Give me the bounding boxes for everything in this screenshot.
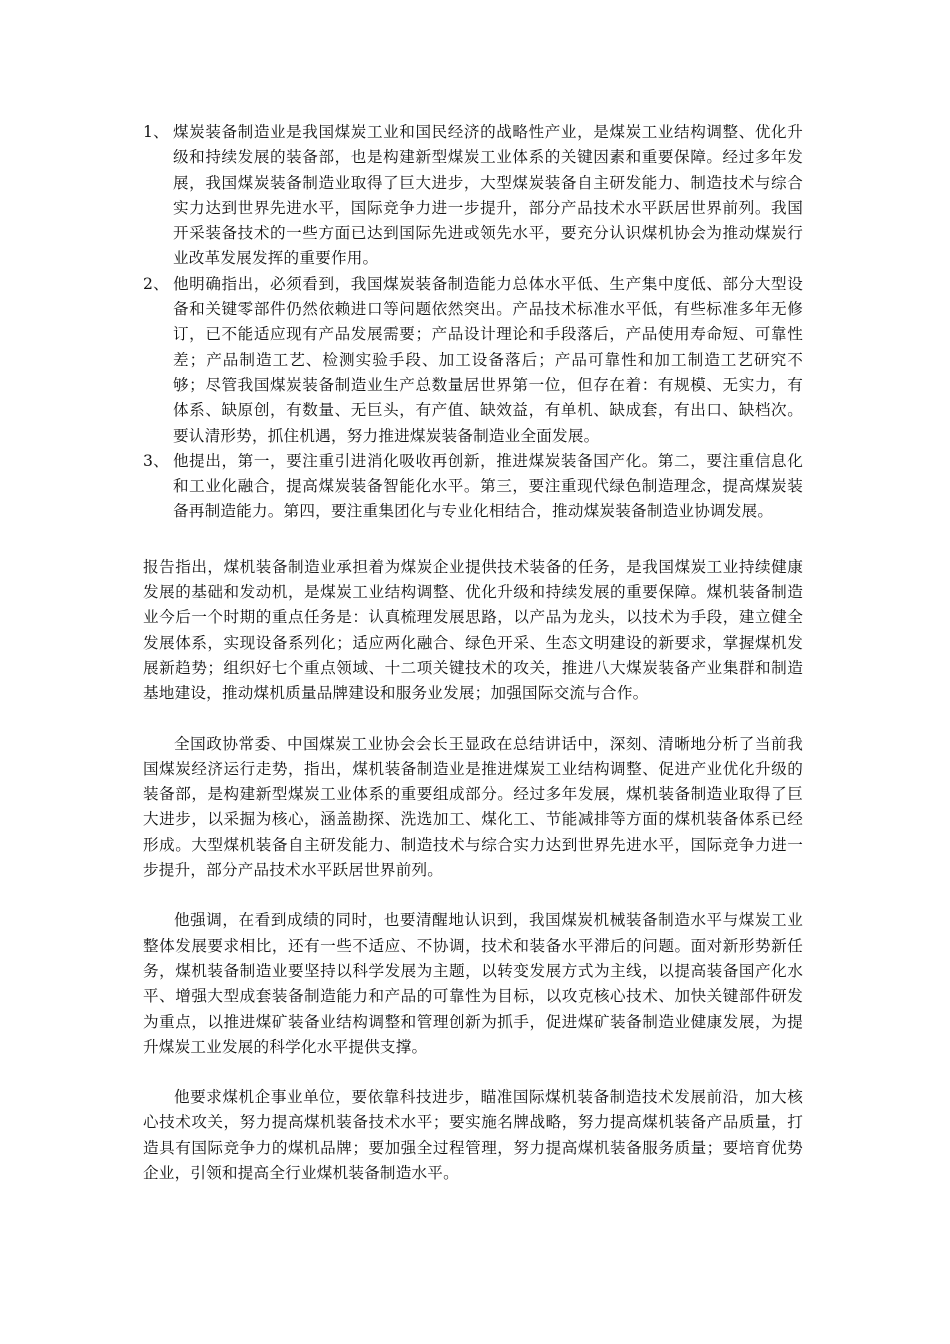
list-item-text: 他明确指出，必须看到，我国煤炭装备制造能力总体水平低、生产集中度低、部分大型设备和关键零部件仍然依赖进口等问题依然突出。产品技术标准水平低，有些标准多年无修订，已不能适应现有产品发展需要；产品设计理论和手段落后，产品使用寿命短、可靠性差；产品制造工艺、检测实验手段、加工设备落后；产品可靠性和加工制造工艺研究不够；尽管我国煤炭装备制造业生产总数量居世界第一位，但存在着：有规模、无实力，有体系、缺原创，有数量、无巨头，有产值、缺效益，有单机、缺成套，有出口、缺档次。要认清形势，抓住机遇，努力推进煤炭装备制造业全面发展。 <box>173 274 803 445</box>
summary-speech-paragraph: 全国政协常委、中国煤炭工业协会会长王显政在总结讲话中，深刻、清晰地分析了当前我国煤炭经济运行走势，指出，煤机装备制造业是推进煤炭工业结构调整、促进产业优化升级的装备部，是构建新型煤炭工业体系的重要组成部分。经过多年发展，煤机装备制造业取得了巨大进步，以采掘为核心，涵盖勘探、洗选加工、煤化工、节能减排等方面的煤机装备体系已经形成。大型煤机装备自主研发能力、制造技术与综合实力达到世界先进水平，国际竞争力进一步提升，部分产品技术水平跃居世界前列。 <box>143 734 803 880</box>
requirements-paragraph: 他要求煤机企事业单位，要依靠科技进步，瞄准国际煤机装备制造技术发展前沿，加大核心技术攻关，努力提高煤机装备技术水平；要实施名牌战略，努力提高煤机装备产品质量，打造具有国际竞争力的煤机品牌；要加强全过程管理，努力提高煤机装备服务质量；要培育优势企业，引领和提高全行业煤机装备制造水平。 <box>143 1088 803 1182</box>
list-number: 3、 <box>143 451 169 470</box>
list-number: 2、 <box>143 274 169 293</box>
list-number: 1、 <box>143 123 169 141</box>
document-page <box>143 120 803 1186</box>
list-item-text: 他提出，第一，要注重引进消化吸收再创新，推进煤炭装备国产化。第二，要注重信息化和工业化融合，提高煤炭装备智能化水平。第三，要注重现代绿色制造理念，提高煤炭装备再制造能力。第四，要注重集团化与专业化相结合，推动煤炭装备制造业协调发展。 <box>173 451 803 521</box>
numbered-list <box>143 120 803 525</box>
list-item-text: 煤炭装备制造业是我国煤炭工业和国民经济的战略性产业，是煤炭工业结构调整、优化升级和持续发展的装备部，也是构建新型煤炭工业体系的关键因素和重要保障。经过多年发展，我国煤炭装备制造业取得了巨大进步，大型煤炭装备自主研发能力、制造技术与综合实力达到世界先进水平，国际竞争力进一步提升，部分产品技术水平跃居世界前列。我国开采装备技术的一些方面已达到国际先进或领先水平，要充分认识煤机协会为推动煤炭行业改革发展发挥的重要作用。 <box>173 123 803 268</box>
list-item-3 <box>143 449 803 525</box>
report-paragraph: 报告指出，煤机装备制造业承担着为煤炭企业提供技术装备的任务，是我国煤炭工业持续健康发展的基础和发动机，是煤炭工业结构调整、优化升级和持续发展的重要保障。煤机装备制造业今后一个时期的重点任务是：认真梳理发展思路，以产品为龙头，以技术为手段，建立健全发展体系，实现设备系列化；适应两化融合、绿色开采、生态文明建设的新要求，掌握煤机发展新趋势；组织好七个重点领域、十二项关键技术的攻关，推进八大煤炭装备产业集群和制造基地建设，推动煤机质量品牌建设和服务业发展；加强国际交流与合作。 <box>143 557 803 703</box>
emphasis-paragraph: 他强调，在看到成绩的同时，也要清醒地认识到，我国煤炭机械装备制造水平与煤炭工业整体发展要求相比，还有一些不适应、不协调，技术和装备水平滞后的问题。面对新形势新任务，煤机装备制造业要坚持以科学发展为主题，以转变发展方式为主线，以提高装备国产化水平、增强大型成套装备制造能力和产品的可靠性为目标，以攻克核心技术、加快关键部件研发为重点，以推进煤矿装备业结构调整和管理创新为抓手，促进煤矿装备制造业健康发展，为提升煤炭工业发展的科学化水平提供支撑。 <box>143 911 803 1056</box>
list-item-1 <box>143 120 803 272</box>
list-item-2 <box>143 272 803 449</box>
